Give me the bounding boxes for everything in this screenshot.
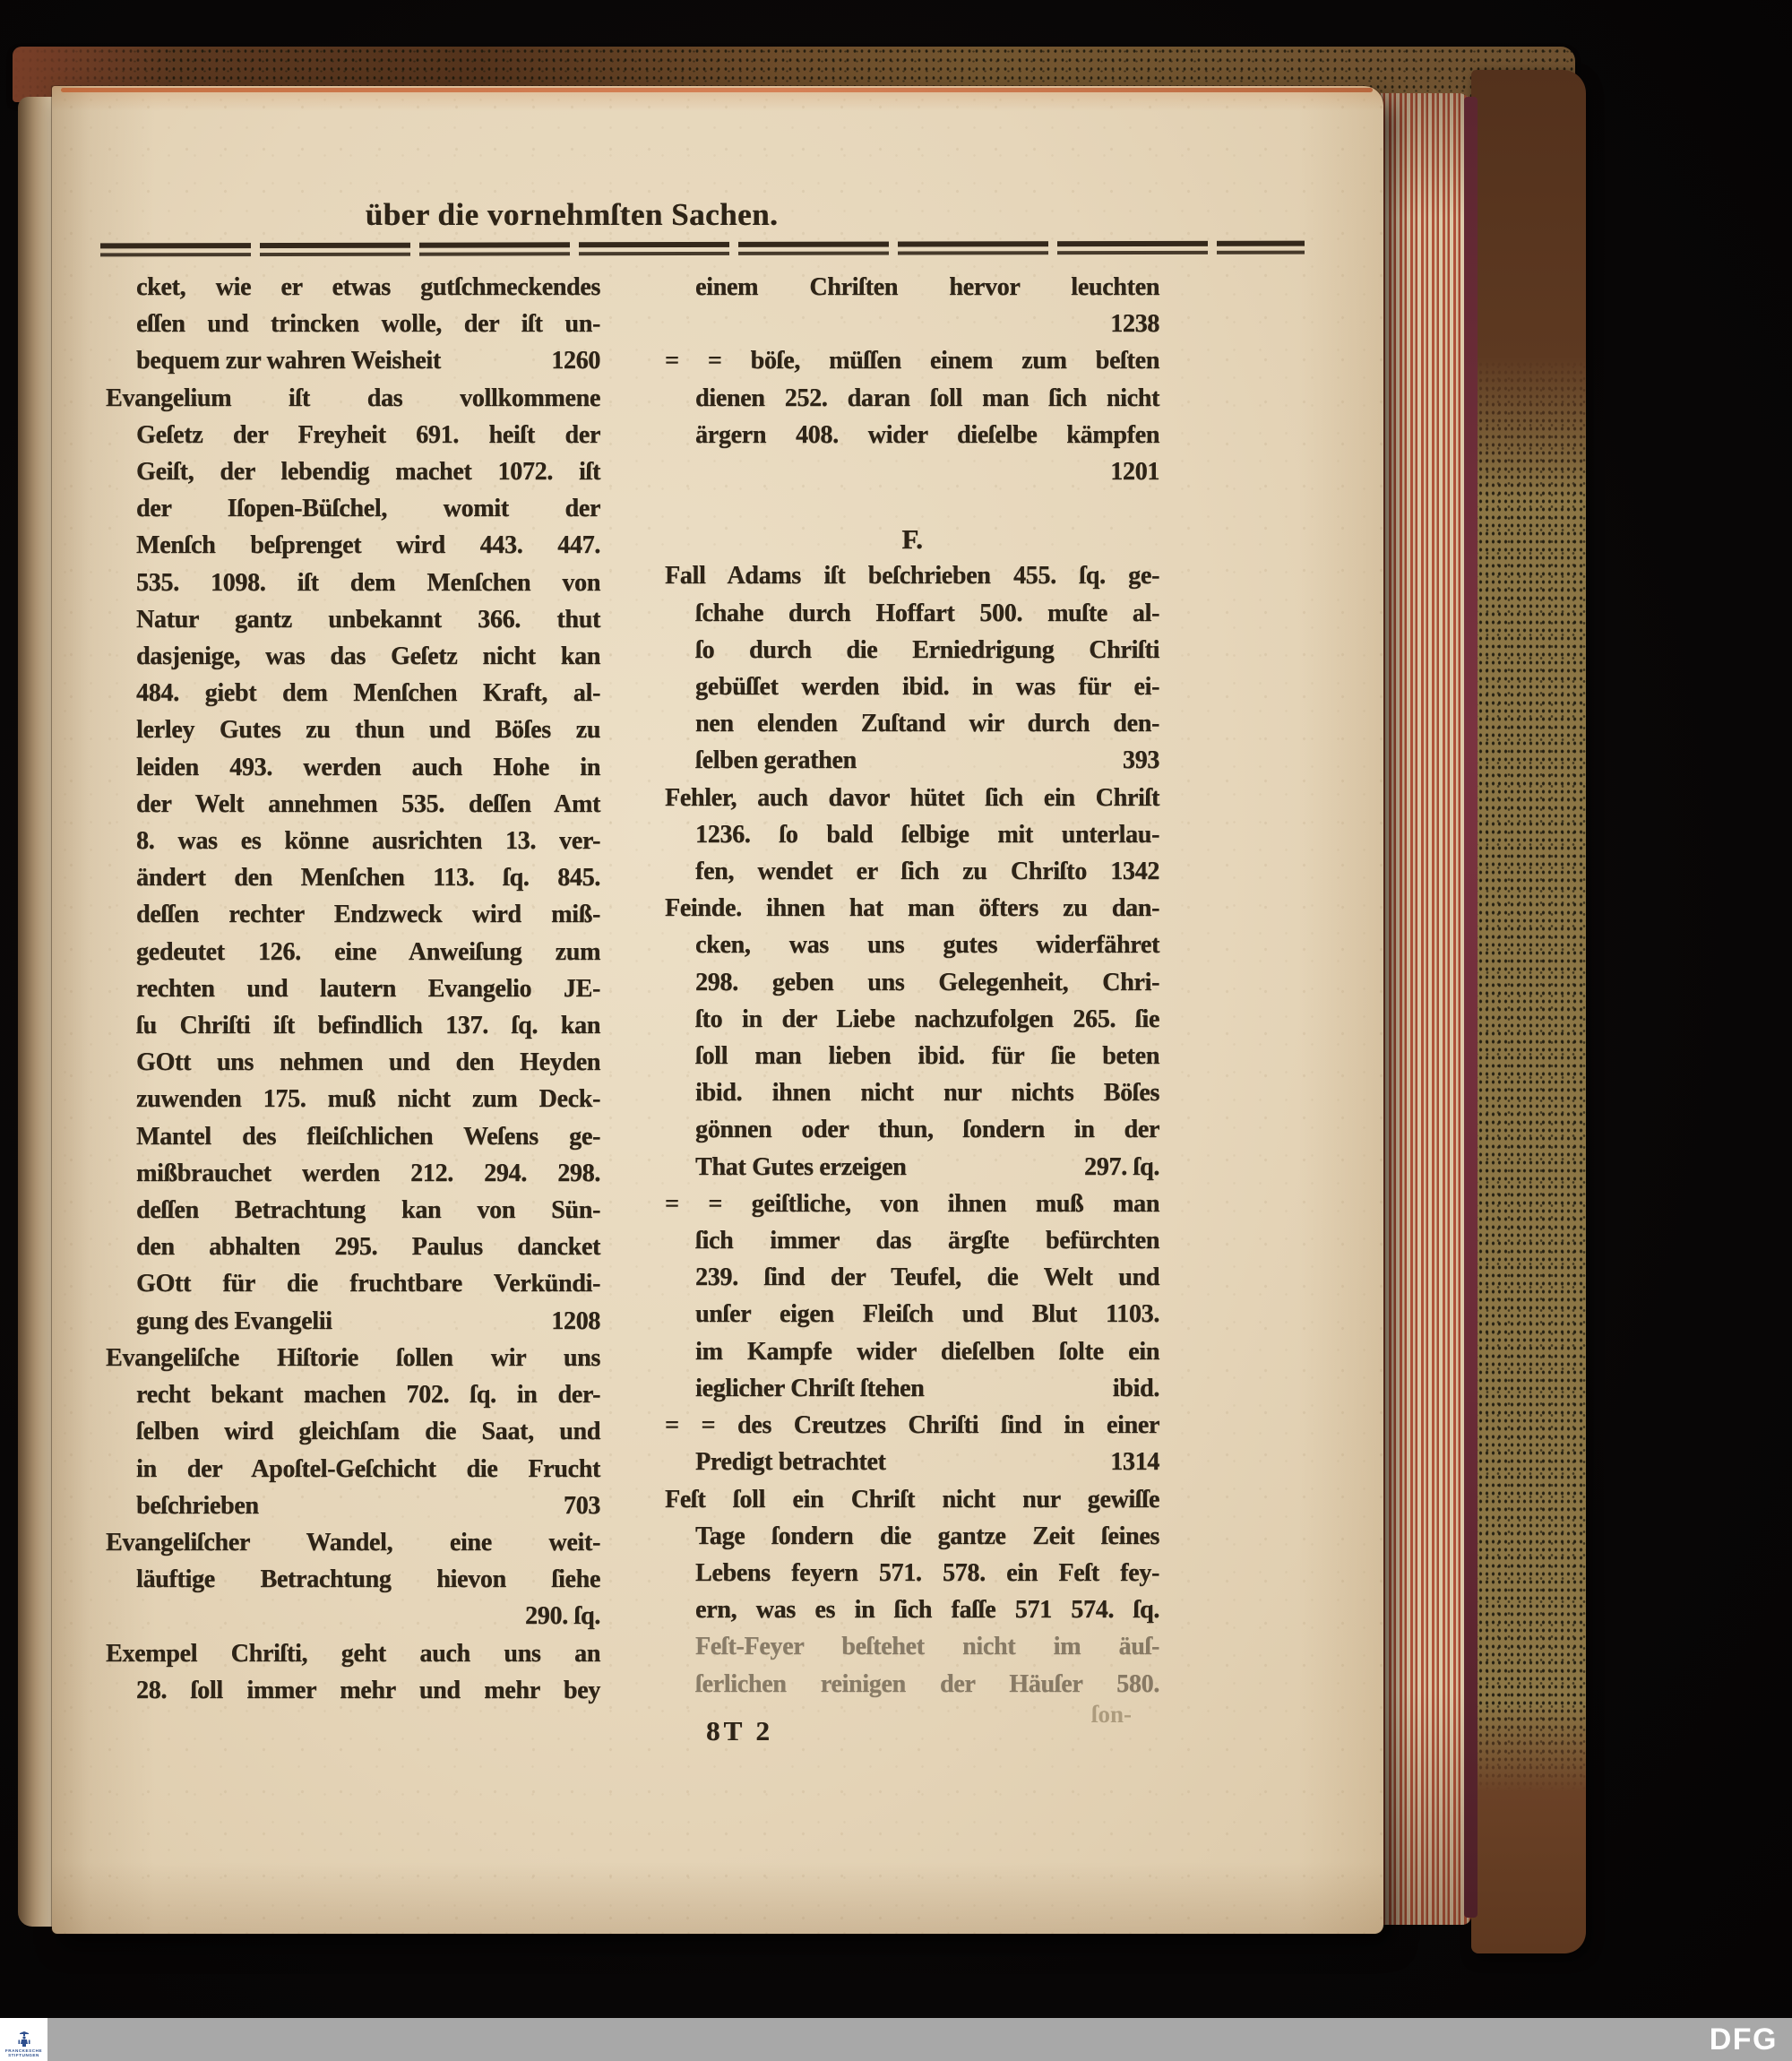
index-line: ſu Chriſti iſt befindlich 137. ſq. kan bbox=[136, 1012, 600, 1040]
index-line: unſer eigen Fleiſch und Blut 1103. bbox=[695, 1300, 1159, 1329]
index-line: lerley Gutes zu thun und Böſes zu bbox=[136, 716, 600, 745]
index-line: Mantel des fleiſchlichen Weſens ge- bbox=[136, 1122, 600, 1151]
index-line-pagenum: 393 bbox=[1122, 746, 1159, 775]
index-line: den abhalten 295. Paulus dancket bbox=[136, 1233, 600, 1262]
index-line: ern, was es in ſich faſſe 571 574. ſq. bbox=[695, 1596, 1159, 1625]
index-line: läuftige Betrachtung hievon ſiehe bbox=[136, 1565, 600, 1594]
page-gutter-edge bbox=[18, 97, 56, 1927]
index-line-text: beſchrieben bbox=[136, 1491, 259, 1520]
index-line-pagenum: 297. ſq. bbox=[1084, 1152, 1159, 1181]
index-line: cket, wie er etwas gutſchmeckendes bbox=[136, 273, 600, 301]
index-line-pagenum: 1260 bbox=[551, 347, 600, 375]
index-line: Lebens feyern 571. 578. ein Feſt fey- bbox=[695, 1558, 1159, 1587]
footer-bar bbox=[0, 2018, 1792, 2061]
dfg-logo: DFG bbox=[1709, 2022, 1778, 2057]
index-line: ſich immer das ärgſte befürchten bbox=[695, 1227, 1159, 1255]
index-line bbox=[106, 1488, 600, 1524]
index-line-text: gung des Evangelii bbox=[136, 1306, 332, 1335]
index-line: Tage ſondern die gantze Zeit ſeines bbox=[695, 1522, 1159, 1550]
index-line: im Kampfe wider dieſelben ſolte ein bbox=[695, 1337, 1159, 1366]
index-line: 484. giebt dem Menſchen Kraft, al- bbox=[136, 679, 600, 708]
index-line: Natur gantz unbekannt 366. thut bbox=[136, 605, 600, 634]
index-line: gedeutet 126. eine Anweiſung zum bbox=[136, 937, 600, 966]
index-line bbox=[665, 1444, 1159, 1480]
index-line bbox=[106, 1303, 600, 1340]
index-line: gönnen oder thun, ſondern in der bbox=[695, 1116, 1159, 1144]
index-line-text: ieglicher Chriſt ſtehen bbox=[695, 1374, 925, 1402]
index-line: ſchahe durch Hoffart 500. muſte al- bbox=[695, 599, 1159, 627]
book-cover-board-edge bbox=[1471, 70, 1586, 1953]
index-line: 28. ſoll immer mehr und mehr bey bbox=[136, 1676, 600, 1704]
index-line: deſſen rechter Endzweck wird miß- bbox=[136, 901, 600, 929]
book-page bbox=[52, 86, 1383, 1934]
index-line: ändert den Menſchen 113. ſq. 845. bbox=[136, 864, 600, 893]
index-line-text: That Gutes erzeigen bbox=[695, 1152, 907, 1181]
index-line: Fall Adams iſt beſchrieben 455. ſq. ge- bbox=[665, 562, 1159, 591]
index-line-pagenum: 1208 bbox=[551, 1306, 600, 1335]
index-line: Feſt-Feyer beſtehet nicht im äuſ- bbox=[695, 1633, 1159, 1661]
index-line: 1201 bbox=[1110, 458, 1159, 487]
index-line: eſſen und trincken wolle, der iſt un- bbox=[136, 310, 600, 339]
page-fore-edge bbox=[1378, 93, 1471, 1925]
header-double-rule bbox=[100, 241, 1305, 259]
index-line-text: ſelben gerathen bbox=[695, 746, 857, 775]
index-line: = = des Creutzes Chriſti ſind in einer bbox=[665, 1411, 1159, 1440]
index-line bbox=[665, 1149, 1159, 1186]
index-line: 8. was es könne ausrichten 13. ver- bbox=[136, 827, 600, 856]
archive-logo bbox=[0, 2018, 47, 2061]
index-column-left bbox=[106, 269, 600, 1709]
index-line: gebüſſet werden ibid. in was für ei- bbox=[695, 673, 1159, 702]
index-line bbox=[665, 1370, 1159, 1407]
index-line: Feſt ſoll ein Chriſt nicht nur gewiſſe bbox=[665, 1485, 1159, 1513]
index-line: ärgern 408. wider dieſelbe kämpfen bbox=[695, 420, 1159, 449]
archive-logo-icon bbox=[17, 2031, 31, 2047]
index-line: 1236. ſo bald ſelbige mit unterlau- bbox=[695, 820, 1159, 849]
index-line-text: Predigt betrachtet bbox=[695, 1448, 886, 1477]
fore-edge-leather-strip bbox=[1464, 97, 1478, 1918]
index-line: deſſen Betrachtung kan von Sün- bbox=[136, 1196, 600, 1225]
section-heading: F. bbox=[901, 523, 923, 556]
index-line: Fehler, auch davor hütet ſich ein Chriſt bbox=[665, 783, 1159, 812]
index-line: fen, wendet er ſich zu Chriſto 1342 bbox=[695, 858, 1159, 886]
index-line bbox=[106, 342, 600, 379]
index-line: rechten und lautern Evangelio JE- bbox=[136, 974, 600, 1003]
index-line-text: bequem zur wahren Weisheit bbox=[136, 347, 441, 375]
index-column-right bbox=[665, 269, 1159, 1703]
index-line bbox=[665, 742, 1159, 779]
index-line: cken, was uns gutes widerfähret bbox=[695, 931, 1159, 960]
index-line: leiden 493. werden auch Hohe in bbox=[136, 753, 600, 781]
catchword: ſon- bbox=[1091, 1701, 1133, 1728]
signature-mark: 8T 2 bbox=[706, 1715, 773, 1746]
index-line-pagenum: ibid. bbox=[1112, 1374, 1159, 1402]
index-line: GOtt uns nehmen und den Heyden bbox=[136, 1048, 600, 1077]
index-line: ſelben wird gleichſam die Saat, und bbox=[136, 1418, 600, 1446]
index-line: in der Apoſtel-Geſchicht die Frucht bbox=[136, 1454, 600, 1483]
index-line: einem Chriſten hervor leuchten bbox=[695, 273, 1159, 301]
index-line-pagenum: 1314 bbox=[1110, 1448, 1159, 1477]
index-line: GOtt für die fruchtbare Verkündi- bbox=[136, 1270, 600, 1298]
index-line: dienen 252. daran ſoll man ſich nicht bbox=[695, 384, 1159, 412]
index-line: ſto in der Liebe nachzufolgen 265. ſie bbox=[695, 1005, 1159, 1033]
index-line: 1238 bbox=[1110, 310, 1159, 339]
index-line: 535. 1098. iſt dem Menſchen von bbox=[136, 568, 600, 597]
index-line: Evangelium iſt das vollkommene bbox=[106, 384, 600, 412]
index-line: = = geiſtliche, von ihnen muß man bbox=[665, 1189, 1159, 1218]
index-line: Menſch beſprenget wird 443. 447. bbox=[136, 531, 600, 560]
index-line: ibid. ihnen nicht nur nichts Böſes bbox=[695, 1079, 1159, 1108]
index-line: Geiſt, der lebendig machet 1072. iſt bbox=[136, 458, 600, 487]
index-line: ſo durch die Erniedrigung Chriſti bbox=[695, 635, 1159, 664]
index-line: recht bekant machen 702. ſq. in der- bbox=[136, 1381, 600, 1410]
index-line: Exempel Chriſti, geht auch uns an bbox=[106, 1639, 600, 1668]
running-head: über die vornehmſten Sachen. bbox=[365, 197, 779, 232]
index-line: 298. geben uns Gelegenheit, Chri- bbox=[695, 968, 1159, 996]
index-line: = = böſe, müſſen einem zum beſten bbox=[665, 347, 1159, 375]
index-line: der Iſopen-Büſchel, womit der bbox=[136, 495, 600, 523]
index-line: ſoll man lieben ibid. für ſie beten bbox=[695, 1042, 1159, 1071]
archive-logo-text-line2: STIFTUNGEN bbox=[8, 2053, 39, 2058]
archive-logo-text-line1: FRANCKESCHE bbox=[4, 2048, 43, 2053]
index-line: zuwenden 175. muß nicht zum Deck- bbox=[136, 1085, 600, 1114]
index-line: Evangeliſcher Wandel, eine weit- bbox=[106, 1528, 600, 1557]
index-line: ſerlichen reinigen der Häuſer 580. bbox=[695, 1669, 1159, 1698]
index-line: Geſetz der Freyheit 691. heiſt der bbox=[136, 420, 600, 449]
index-line: nen elenden Zuſtand wir durch den- bbox=[695, 710, 1159, 738]
index-line: der Welt annehmen 535. deſſen Amt bbox=[136, 789, 600, 818]
index-line-pagenum: 703 bbox=[563, 1491, 600, 1520]
index-line: Feinde. ihnen hat man öfters zu dan- bbox=[665, 894, 1159, 923]
index-line: Evangeliſche Hiſtorie ſollen wir uns bbox=[106, 1343, 600, 1372]
index-line: 239. ſind der Teufel, die Welt und bbox=[695, 1263, 1159, 1292]
index-line: dasjenige, was das Geſetz nicht kan bbox=[136, 642, 600, 671]
index-line: mißbrauchet werden 212. 294. 298. bbox=[136, 1159, 600, 1187]
index-line: 290. ſq. bbox=[525, 1602, 600, 1631]
